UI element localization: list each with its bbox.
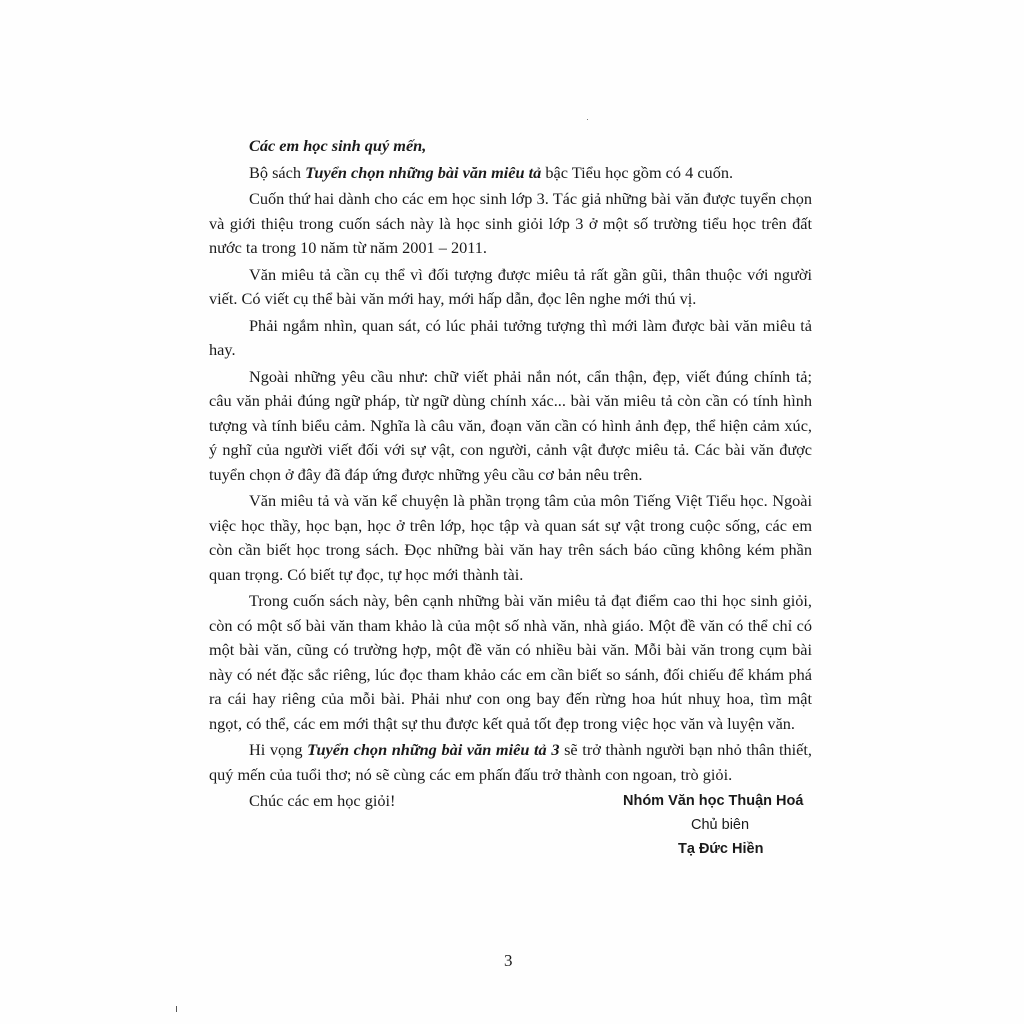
book-title: Tuyển chọn những bài văn miêu tả 3 [307,740,560,759]
scan-mark [176,1006,177,1012]
signature-name: Tạ Đức Hiền [678,841,764,857]
paragraph-descriptive-writing: Văn miêu tả cần cụ thể vì đối tượng được miêu tả rất gần gũi, thân thuộc với người viết. Có viết cụ thể bài văn mới hay, mới hấp dẫn, đọc lên nghe mới thú vị. [209,264,812,308]
book-series-title: Tuyển chọn những bài văn miêu tả [305,162,542,182]
closing-wish: Chúc các em học giỏi! [249,791,396,810]
intro-text-before: Bộ sách [249,162,306,182]
paragraph-intro [209,161,812,186]
paragraph-requirements: Ngoài những yêu cầu như: chữ viết phải nắn nót, cẩn thận, đẹp, viết đúng chính tả; câu văn phải đúng ngữ pháp, từ ngữ dùng chính xác... bài văn miêu tả còn cần có tính hình tượng và tính biểu cảm. Nghĩa là câu văn, đoạn văn cần có hình ảnh đẹp, thể hiện cảm xúc, ý nghĩ của người viết đối với sự vật, con người, cảnh vật được miêu tả. Các bài văn được tuyển chọn ở đây đã đáp ứng được những yêu cầu cơ bản nêu trên. [209,366,812,484]
paragraph-volume-two: Cuốn thứ hai dành cho các em học sinh lớp 3. Tác giả những bài văn được tuyển chọn và giới thiệu trong cuốn sách này là học sinh giỏi lớp 3 ở một số trường tiểu học trên đất nước ta trong 10 năm từ năm 2001 – 2011. [209,189,812,257]
signature-group: Nhóm Văn học Thuận Hoá [623,793,804,809]
paragraph-book-contents: Trong cuốn sách này, bên cạnh những bài văn miêu tả đạt điểm cao thi học sinh giỏi, còn có một số bài văn tham khảo là của một số nhà văn, nhà giáo. Một đề văn có thể chỉ có một bài văn, cũng có trường hợp, một đề văn có nhiều bài văn. Mỗi bài văn trong cụm bài này có nét đặc sắc riêng, lúc đọc tham khảo các em cần biết so sánh, đối chiếu để khám phá ra cái hay riêng của mỗi bài. Phải như con ong bay đến rừng hoa hút nhuỵ hoa, tìm mật ngọt, có thể, các em mới thật sự thu được kết quả tốt đẹp trong việc học văn và luyện văn. [209,591,812,733]
salutation: Các em học sinh quý mến, [249,136,427,155]
paragraph-hope [209,738,812,787]
hope-text-after: sẽ trở thành người bạn nhỏ thân thiết, quý mến của tuổi thơ; nó sẽ cùng các em phấn đấu trở thành con ngoan, trò giỏi. [209,740,813,784]
scan-speck [587,119,588,120]
preface-body [209,134,812,814]
paragraph-observation: Phải ngắm nhìn, quan sát, có lúc phải tưởng tượng thì mới làm được bài văn miêu tả hay. [209,315,812,359]
page-number: 3 [504,951,513,970]
signature-role: Chủ biên [691,817,750,833]
intro-text-after: bậc Tiểu học gồm có 4 cuốn. [541,162,734,182]
hope-text-before: Hi vọng [249,740,308,759]
paragraph-reading: Văn miêu tả và văn kể chuyện là phần trọng tâm của môn Tiếng Việt Tiểu học. Ngoài việc học thầy, học bạn, học ở trên lớp, học tập và quan sát sự vật trong cuộc sống, các em còn cần biết học trong sách. Đọc những bài văn hay trên sách báo cũng không kém phần quan trọng. Có biết tự đọc, tự học mới thành tài. [209,491,812,584]
